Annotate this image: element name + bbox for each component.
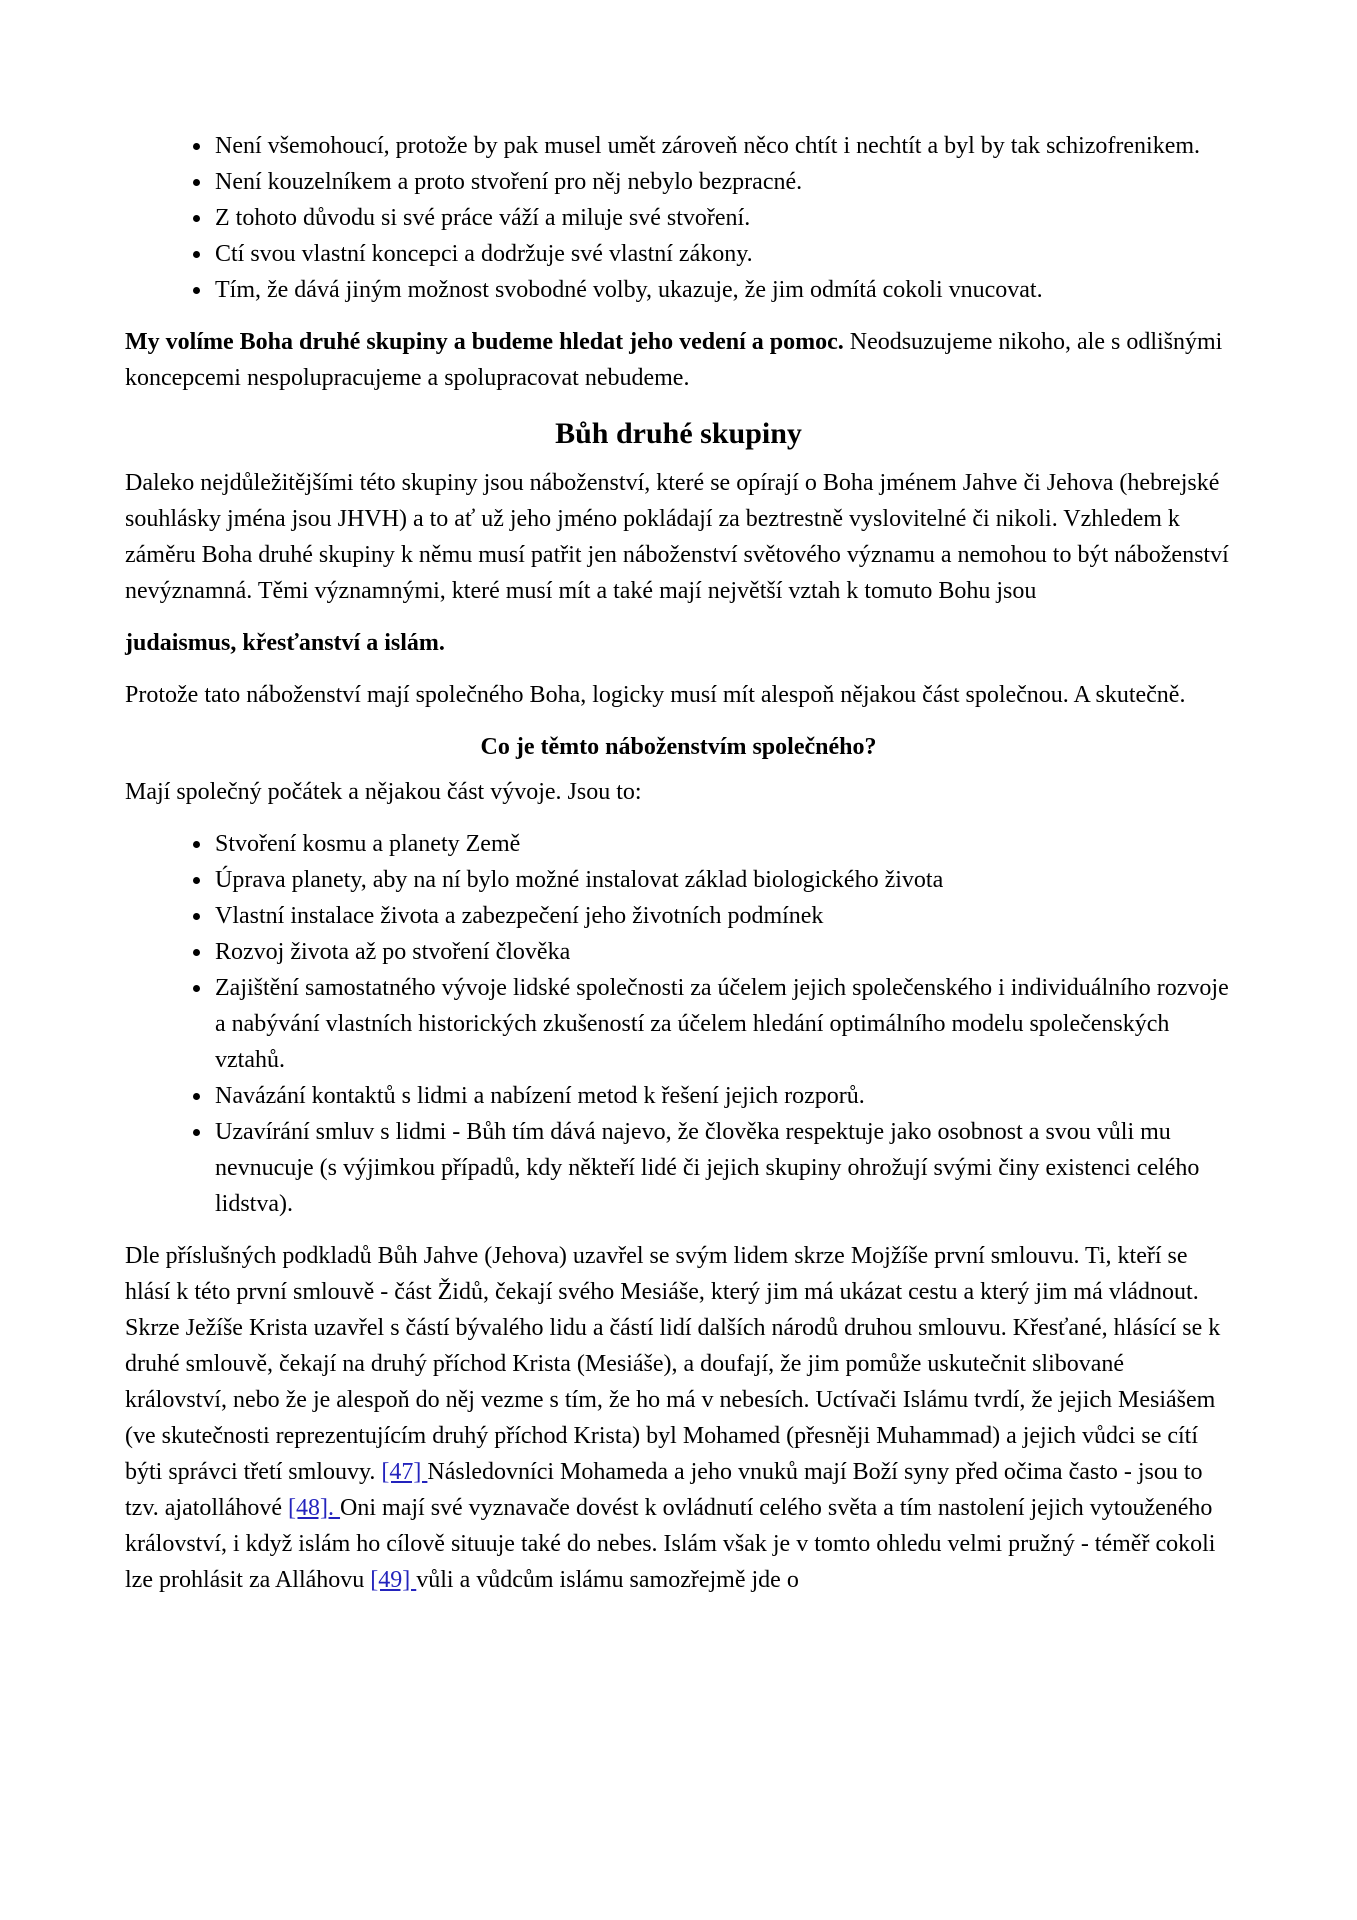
list-item: • Úprava planety, aby na ní bylo možné instalovat základ biologického života [213, 862, 1232, 898]
section-heading-god-of-second-group: Bůh druhé skupiny [555, 417, 802, 450]
list-item: • Ctí svou vlastní koncepci a dodržuje své vlastní zákony. [213, 236, 1232, 272]
list-item: • Z tohoto důvodu si své práce váží a miluje své stvoření. [213, 200, 1232, 236]
covenants-text-4: vůli a vůdcům islámu samozřejmě jde o [416, 1567, 799, 1593]
covenants-text-3: Oni mají své vyznavače dovést k ovládnutí celého světa a tím nastolení jejich vytouženého království, i když islám ho cílově situuje také do nebes. Islám však je v tomto ohledu velmi pružný - téměř cokoli lze prohlásit za Alláhovu [125, 1495, 1216, 1593]
paragraph-daleko: Daleko nejdůležitějšími této skupiny jsou náboženství, které se opírají o Boha jménem Jahve či Jehova (hebrejské souhlásky jména jsou JHVH) a to ať už jeho jméno pokládají za beztrestně vyslovitelné či nikoli. Vzhledem k záměru Boha druhé skupiny k němu musí patřit jen náboženství světového významu a nemohou to být náboženství nevýznamná. Těmi významnými, které musí mít a také mají největší vztah k tomuto Bohu jsou [125, 470, 1229, 604]
list-item: • Zajištění samostatného vývoje lidské společnosti za účelem jejich společenského i individuálního rozvoje a nabývání vlastních historických zkušeností za účelem hledání optimálního modelu společenských vztahů. [213, 970, 1232, 1078]
paragraph-choice-statement [125, 324, 1232, 396]
bullet-list-god-traits [125, 128, 1232, 308]
footnote-link-49[interactable]: [49] [370, 1567, 417, 1593]
list-item: • Není kouzelníkem a proto stvoření pro něj nebylo bezpracné. [213, 164, 1232, 200]
list-item: • Tím, že dává jiným možnost svobodné volby, ukazuje, že jim odmítá cokoli vnucovat. [213, 272, 1232, 308]
list-item: • Není všemohoucí, protože by pak musel umět zároveň něco chtít i nechtít a byl by tak schizofrenikem. [213, 128, 1232, 164]
paragraph-covenants [125, 1238, 1232, 1598]
footnote-link-47[interactable]: [47] [381, 1459, 428, 1485]
bullet-list-common-points [125, 826, 1232, 1222]
section-heading-common-question: Co je těmto náboženstvím společného? [480, 734, 877, 760]
footnote-link-48[interactable]: [48]. [288, 1495, 341, 1521]
paragraph-judaism-christianity-islam: judaismus, křesťanství a islám. [125, 630, 445, 656]
list-item: • Stvoření kosmu a planety Země [213, 826, 1232, 862]
covenants-text-1: Dle příslušných podkladů Bůh Jahve (Jehova) uzavřel se svým lidem skrze Mojžíše první smlouvu. Ti, kteří se hlásí k této první smlouvě - část Židů, čekají svého Mesiáše, který jim má ukázat cestu a který jim má vládnout. Skrze Ježíše Krista uzavřel s částí bývalého lidu a částí lidí dalších národů druhou smlouvu. Křesťané, hlásící se k druhé smlouvě, čekají na druhý příchod Krista (Mesiáše), a doufají, že jim pomůže uskutečnit slibované království, nebo že je alespoň do něj vezme s tím, že ho má v nebesích. Uctívači Islámu tvrdí, že jejich Mesiášem (ve skutečnosti reprezentujícím druhý příchod Krista) byl Mohamed (přesněji Muhammad) a jejich vůdci se cítí býti správci třetí smlouvy. [125, 1243, 1221, 1485]
choice-statement-bold: My volíme Boha druhé skupiny a budeme hledat jeho vedení a pomoc. [125, 329, 844, 355]
list-item: • Uzavírání smluv s lidmi - Bůh tím dává najevo, že člověka respektuje jako osobnost a svou vůli mu nevnucuje (s výjimkou případů, kdy někteří lidé či jejich skupiny ohrožují svými činy existenci celého lidstva). [213, 1114, 1232, 1222]
paragraph-common-god: Protože tato náboženství mají společného Boha, logicky musí mít alespoň nějakou část společnou. A skutečně. [125, 682, 1186, 708]
list-item: • Vlastní instalace života a zabezpečení jeho životních podmínek [213, 898, 1232, 934]
paragraph-common-origin: Mají společný počátek a nějakou část vývoje. Jsou to: [125, 779, 642, 805]
list-item: • Navázání kontaktů s lidmi a nabízení metod k řešení jejich rozporů. [213, 1078, 1232, 1114]
list-item: • Rozvoj života až po stvoření člověka [213, 934, 1232, 970]
choice-statement-rest: Neodsuzujeme nikoho, ale s odlišnými koncepcemi nespolupracujeme a spolupracovat nebudeme. [125, 329, 1223, 391]
covenants-text-2: Následovníci Mohameda a jeho vnuků mají Boží syny před očima často - jsou to tzv. ajatolláhové [125, 1459, 1203, 1521]
